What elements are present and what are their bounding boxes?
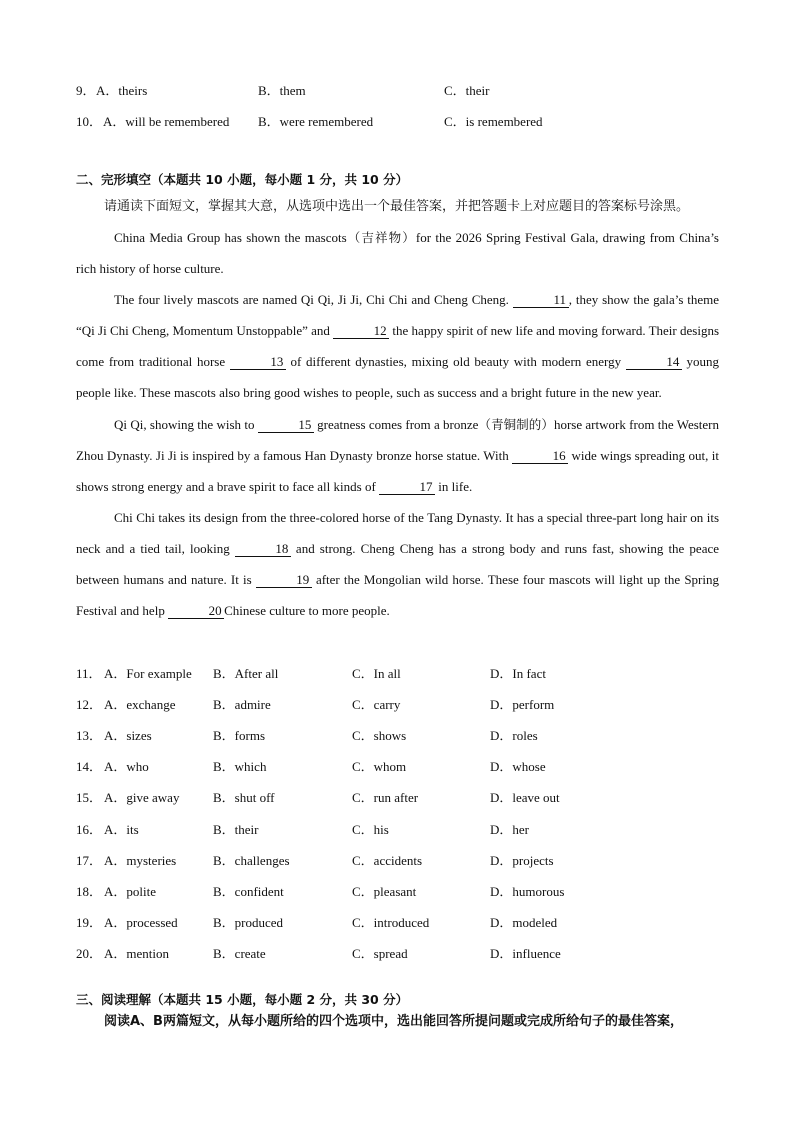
section-3-instruction: 阅读A、B两篇短文，从每小题所给的四个选项中，选出能回答所提问题或完成所给句子的最佳答案， bbox=[104, 1014, 683, 1029]
option-b: B．After all bbox=[213, 666, 279, 681]
option-a: A．processed bbox=[104, 915, 178, 930]
option-b: B．create bbox=[213, 946, 266, 961]
passage-paragraph-4 bbox=[76, 502, 719, 626]
section-2-heading: 二、完形填空（本题共 10 小题，每小题 1 分，共 10 分） bbox=[76, 172, 409, 187]
blank-13: 13 bbox=[230, 355, 286, 370]
option-d: D．whose bbox=[490, 759, 546, 774]
question-number: 15． bbox=[76, 790, 103, 805]
option-c: C．is remembered bbox=[444, 114, 543, 129]
option-d: D．perform bbox=[490, 697, 555, 712]
question-number: 9． bbox=[76, 83, 96, 98]
question-number: 20． bbox=[76, 946, 103, 961]
section-2-instruction: 请通读下面短文，掌握其大意，从选项中选出一个最佳答案，并把答题卡上对应题目的答案标号涂黑。 bbox=[104, 199, 690, 214]
option-b: B．their bbox=[213, 822, 259, 837]
blank-16: 16 bbox=[512, 449, 568, 464]
question-number: 10． bbox=[76, 114, 103, 129]
option-a: A．theirs bbox=[96, 83, 148, 98]
option-a: A．sizes bbox=[104, 728, 152, 743]
passage-text: the happy spirit of new life and moving forward. Their designs come from traditional horse bbox=[76, 323, 720, 370]
passage-chinese-gloss: （吉祥物） bbox=[346, 230, 416, 245]
option-a: A．mention bbox=[104, 946, 169, 961]
passage-paragraph-2 bbox=[76, 284, 719, 408]
question-number: 17． bbox=[76, 853, 103, 868]
blank-12: 12 bbox=[333, 324, 389, 339]
option-a: A．will be remembered bbox=[103, 114, 230, 129]
question-number: 18． bbox=[76, 884, 103, 899]
cloze-passage bbox=[76, 222, 719, 626]
option-d: D．projects bbox=[490, 853, 554, 868]
option-d: D．modeled bbox=[490, 915, 558, 930]
question-number: 14． bbox=[76, 759, 103, 774]
option-d: D．In fact bbox=[490, 666, 546, 681]
passage-text: wide wings spreading out, it shows strong energy and a brave spirit to face all kinds of bbox=[76, 447, 720, 494]
option-a: A．exchange bbox=[104, 697, 176, 712]
option-b: B．were remembered bbox=[258, 114, 374, 129]
option-a: A．mysteries bbox=[104, 853, 177, 868]
blank-11: 11 bbox=[513, 293, 569, 308]
passage-text: in life. bbox=[438, 478, 473, 494]
blank-19: 19 bbox=[256, 573, 312, 588]
option-a: A．its bbox=[104, 822, 139, 837]
question-number: 12． bbox=[76, 697, 103, 712]
option-d: D．leave out bbox=[490, 790, 560, 805]
passage-text: The four lively mascots are named Qi Qi, Ji Ji, Chi Chi and Cheng Cheng. bbox=[114, 292, 509, 308]
passage-paragraph-1 bbox=[76, 222, 719, 284]
passage-text: greatness comes from a bronze bbox=[317, 416, 479, 432]
option-d: D．influence bbox=[490, 946, 561, 961]
passage-text: Chi Chi takes its design from the three-colored horse of the Tang Dynasty. It has a special three-part long hair on its neck and a tied tail, looking bbox=[76, 509, 719, 556]
blank-14: 14 bbox=[626, 355, 682, 370]
option-b: B．forms bbox=[213, 728, 266, 743]
option-a: A．polite bbox=[104, 884, 156, 899]
question-number: 11． bbox=[76, 666, 102, 681]
option-d: D．roles bbox=[490, 728, 538, 743]
option-c: C．In all bbox=[352, 666, 401, 681]
blank-17: 17 bbox=[379, 480, 435, 495]
passage-text: and strong. Cheng Cheng has a strong body and runs fast, showing the peace between humans and nature. It is bbox=[76, 540, 720, 588]
option-a: A．who bbox=[104, 759, 149, 774]
passage-text: China Media Group has shown the mascots bbox=[114, 230, 347, 245]
section-3-heading: 三、阅读理解（本题共 15 小题，每小题 2 分，共 30 分） bbox=[76, 992, 409, 1007]
option-c: C．accidents bbox=[352, 853, 423, 868]
option-c: C．his bbox=[352, 822, 389, 837]
option-b: B．shut off bbox=[213, 790, 275, 805]
question-number: 19． bbox=[76, 915, 103, 930]
passage-text: horse artwork from the Western Zhou Dynasty. Ji Ji is inspired by a famous Han Dynasty bronze horse statue. With bbox=[76, 416, 719, 463]
passage-text: Chinese culture to more people. bbox=[224, 603, 390, 619]
option-b: B．admire bbox=[213, 697, 271, 712]
option-b: B．confident bbox=[213, 884, 284, 899]
option-a: A．give away bbox=[104, 790, 180, 805]
option-b: B．them bbox=[258, 83, 306, 98]
option-c: C．introduced bbox=[352, 915, 430, 930]
blank-15: 15 bbox=[258, 418, 314, 433]
passage-text: , they show the gala’s theme “Qi Ji Chi Cheng, Momentum Unstoppable” and bbox=[76, 292, 720, 339]
question-number: 13． bbox=[76, 728, 103, 743]
option-b: B．challenges bbox=[213, 853, 290, 868]
option-b: B．produced bbox=[213, 915, 284, 930]
blank-18: 18 bbox=[235, 542, 291, 557]
passage-text: of different dynasties, mixing old beauty with modern energy bbox=[290, 354, 622, 370]
option-c: C．spread bbox=[352, 946, 408, 961]
blank-20: 20 bbox=[168, 604, 224, 619]
passage-text: young people like. These mascots also bring good wishes to people, such as success and a bright future in the new year. bbox=[76, 354, 720, 401]
passage-chinese-gloss: （青铜制的） bbox=[478, 416, 554, 432]
option-c: C．run after bbox=[352, 790, 419, 805]
passage-text: after the Mongolian wild horse. These four mascots will light up the Spring Festival and help bbox=[76, 572, 719, 619]
option-d: D．humorous bbox=[490, 884, 565, 899]
option-c: C．shows bbox=[352, 728, 407, 743]
option-c: C．pleasant bbox=[352, 884, 417, 899]
passage-paragraph-3 bbox=[76, 409, 719, 502]
passage-text: Qi Qi, showing the wish to bbox=[114, 416, 255, 432]
option-c: C．whom bbox=[352, 759, 407, 774]
passage-text: for the 2026 Spring Festival Gala, drawing from China’s rich history of horse culture. bbox=[76, 230, 719, 277]
question-number: 16． bbox=[76, 822, 103, 837]
option-b: B．which bbox=[213, 759, 267, 774]
option-c: C．carry bbox=[352, 697, 401, 712]
option-c: C．their bbox=[444, 83, 490, 98]
option-d: D．her bbox=[490, 822, 529, 837]
option-a: A．For example bbox=[104, 666, 192, 681]
